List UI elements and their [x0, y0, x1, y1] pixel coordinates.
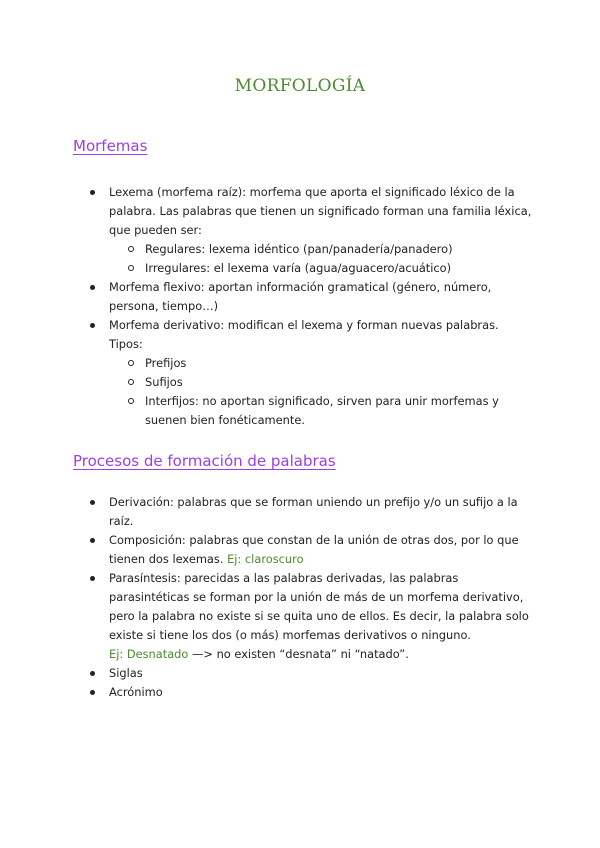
page-title: MORFOLOGÍA — [234, 76, 366, 96]
list-item-text: Acrónimo — [109, 685, 163, 699]
list-item-lexema — [0, 183, 533, 278]
example-text: Ej: Desnatado — [109, 647, 189, 661]
list-item-text: Morfema derivativo: modifican el lexema y forman nuevas palabras. Tipos: — [109, 318, 499, 351]
list-item-morfema-derivativo — [0, 316, 533, 430]
example-text: Ej: claroscuro — [227, 552, 304, 566]
sublist-item-sufijos: Sufijos — [109, 373, 511, 392]
list-item-text: Composición: palabras que constan de la unión de otras dos, por lo que tienen dos lexemas. — [109, 533, 519, 566]
list-item-morfema-flexivo — [0, 278, 533, 316]
sublist-item-irregulares: Irregulares: el lexema varía (agua/aguacero/acuático) — [109, 259, 511, 278]
derivativo-sublist — [109, 354, 533, 430]
sublist-item-prefijos: Prefijos — [109, 354, 511, 373]
list-item-siglas — [0, 664, 533, 683]
section-heading-procesos: Procesos de formación de palabras — [73, 452, 336, 470]
list-item-composicion — [0, 531, 533, 569]
lexema-sublist — [109, 240, 533, 278]
procesos-list — [0, 493, 533, 702]
section-heading-morfemas: Morfemas — [73, 137, 148, 155]
list-item-text: Derivación: palabras que se forman uniendo un prefijo y/o un sufijo a la raíz. — [109, 495, 518, 528]
example-note: —> no existen “desnata” ni “natado”. — [192, 647, 409, 661]
sublist-item-regulares: Regulares: lexema idéntico (pan/panadería/panadero) — [109, 240, 511, 259]
list-item-text: Parasíntesis: parecidas a las palabras derivadas, las palabras parasintéticas se forman por la unión de más de un morfema derivativo, pero la palabra no existe si se quita uno de ellos. Es decir, la palabra solo existe si tiene los dos (o más) morfemas derivativos o ninguno. — [109, 571, 529, 642]
list-item-parasintesis — [0, 569, 533, 664]
list-item-acronimo — [0, 683, 533, 702]
morfemas-list — [0, 183, 533, 430]
list-item-text: Morfema flexivo: aportan información gramatical (género, número, persona, tiempo…) — [109, 280, 492, 313]
list-item-derivacion — [0, 493, 533, 531]
list-item-text: Siglas — [109, 666, 143, 680]
list-item-text: Lexema (morfema raíz): morfema que aporta el significado léxico de la palabra. Las palabras que tienen un significado forman una familia léxica, que pueden ser: — [109, 185, 532, 237]
sublist-item-interfijos: Interfijos: no aportan significado, sirven para unir morfemas y suenen bien fonéticamente. — [109, 392, 511, 430]
